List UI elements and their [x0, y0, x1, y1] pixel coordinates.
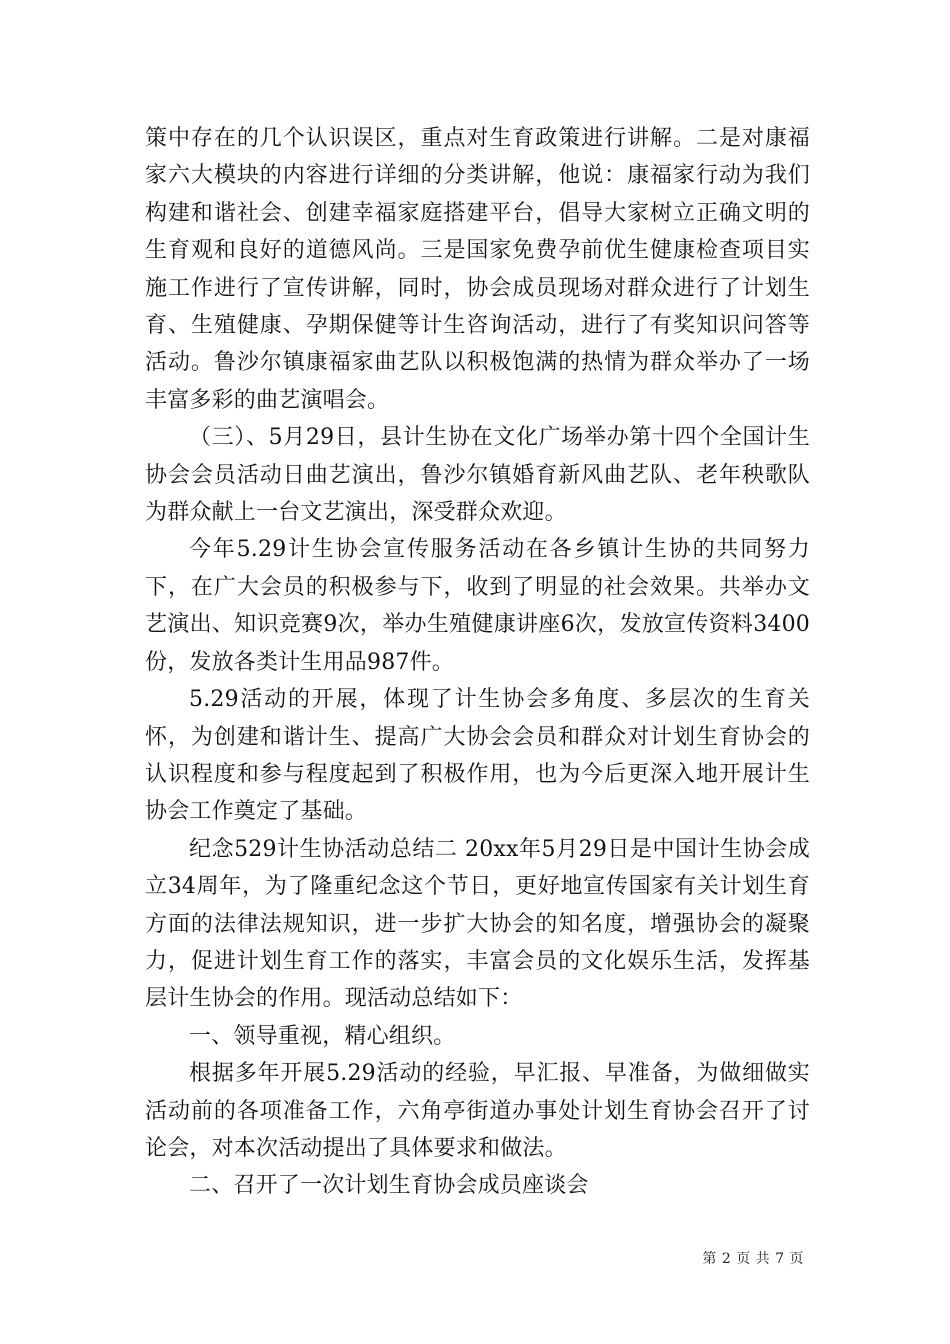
paragraph-5: 纪念529计生协活动总结二 20xx年5月29日是中国计生协会成立34周年，为了隆重纪念这个节日，更好地宣传国家有关计划生育方面的法律法规知识，进一步扩大协会的知名度，增强协会的凝聚力，促进计划生育工作的落实，丰富会员的文化娱乐生活，发挥基层计生协会的作用。现活动总结如下： — [145, 836, 810, 1012]
section-heading-1: 一、领导重视，精心组织。 — [189, 1023, 456, 1049]
section-heading-2: 二、召开了一次计划生育协会成员座谈会 — [189, 1173, 589, 1199]
paragraph-3: 今年5.29计生协会宣传服务活动在各乡镇计生协的共同努力下，在广大会员的积极参与下，收到了明显的社会效果。共举办文艺演出、知识竞赛9次，举办生殖健康讲座6次，发放宣传资料3400份，发放各类计生用品987件。 — [145, 537, 810, 675]
paragraph-1: 策中存在的几个认识误区，重点对生育政策进行讲解。二是对康福家六大模块的内容进行详细的分类讲解，他说：康福家行动为我们构建和谐社会、创建幸福家庭搭建平台，倡导大家树立正确文明的生育观和良好的道德风尚。三是国家免费孕前优生健康检查项目实施工作进行了宣传讲解，同时，协会成员现场对群众进行了计划生育、生殖健康、孕期保健等计生咨询活动，进行了有奖知识问答等活动。鲁沙尔镇康福家曲艺队以积极饱满的热情为群众举办了一场丰富多彩的曲艺演唱会。 — [145, 126, 810, 413]
page-number-footer: 第 2 页 共 7 页 — [702, 1251, 804, 1267]
document-body — [145, 120, 810, 1205]
paragraph-6: 根据多年开展5.29活动的经验，早汇报、早准备，为做细做实活动前的各项准备工作，六角亭街道办事处计划生育协会召开了讨论会，对本次活动提出了具体要求和做法。 — [145, 1061, 810, 1161]
paragraph-2: （三）、5月29日，县计生协在文化广场举办第十四个全国计生协会会员活动日曲艺演出，鲁沙尔镇婚育新风曲艺队、老年秧歌队为群众献上一台文艺演出，深受群众欢迎。 — [145, 425, 810, 526]
paragraph-4: 5.29活动的开展，体现了计生协会多角度、多层次的生育关怀，为创建和谐计生、提高广大协会会员和群众对计划生育协会的认识程度和参与程度起到了积极作用，也为今后更深入地开展计生协会工作奠定了基础。 — [145, 687, 810, 825]
